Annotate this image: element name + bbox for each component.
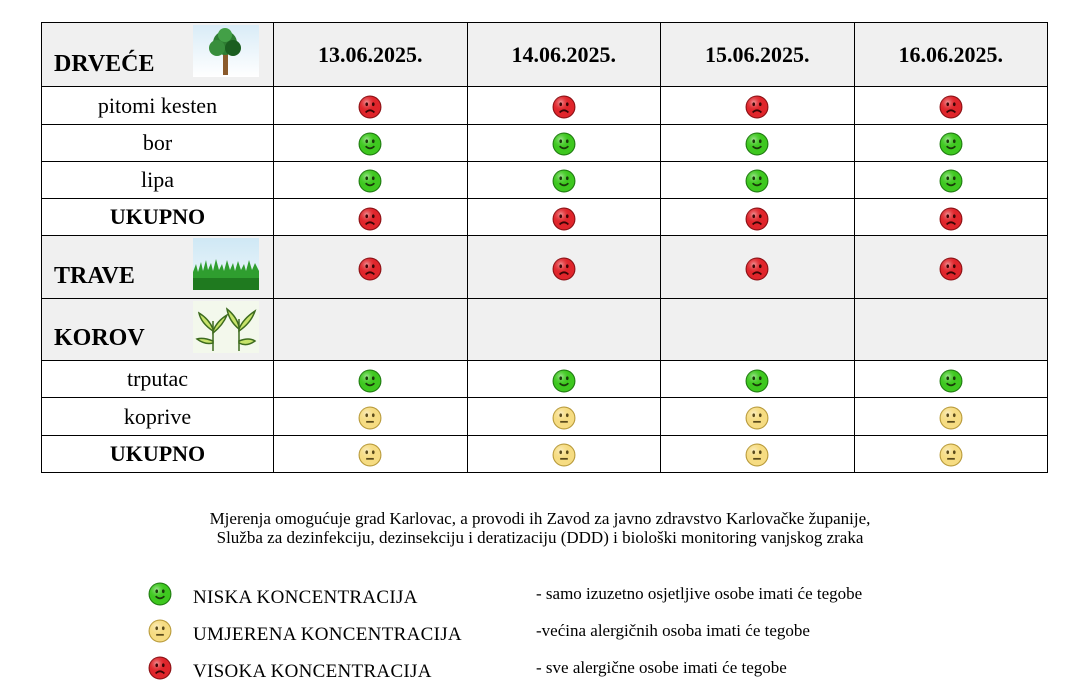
category-label-drvece: DRVEĆE [54, 51, 155, 78]
level-cell [274, 236, 468, 298]
medium-concentration-face-icon [939, 406, 963, 430]
level-cell [274, 398, 468, 435]
high-concentration-face-icon [148, 656, 172, 680]
high-concentration-face-icon [552, 257, 576, 281]
table-row [42, 199, 1048, 236]
low-concentration-face-icon [939, 169, 963, 193]
date-header: 16.06.2025. [854, 23, 1048, 87]
level-cell [661, 87, 855, 124]
level-cell [274, 161, 468, 198]
low-concentration-face-icon [358, 169, 382, 193]
row-label-koprive: koprive [42, 398, 274, 435]
medium-concentration-face-icon [745, 443, 769, 467]
level-cell [274, 87, 468, 124]
level-cell [467, 124, 661, 161]
category-label-trave: TRAVE [54, 262, 135, 289]
level-cell [467, 435, 661, 472]
empty-cell [661, 298, 855, 360]
row-label-pitomi-kesten: pitomi kesten [42, 87, 274, 124]
legend-name: UMJERENA KONCENTRACIJA [193, 624, 462, 645]
level-cell [467, 361, 661, 398]
high-concentration-face-icon [939, 257, 963, 281]
row-label-bor: bor [42, 124, 274, 161]
low-concentration-face-icon [745, 169, 769, 193]
row-label-trputac: trputac [42, 361, 274, 398]
level-cell [467, 87, 661, 124]
medium-concentration-face-icon [552, 443, 576, 467]
high-concentration-face-icon [552, 207, 576, 231]
level-cell [661, 199, 855, 236]
legend-desc: - samo izuzetno osjetljive osobe imati će tegobe [536, 584, 863, 603]
high-concentration-face-icon [939, 207, 963, 231]
legend-name: NISKA KONCENTRACIJA [193, 587, 418, 608]
row-label-lipa: lipa [42, 161, 274, 198]
medium-concentration-face-icon [358, 406, 382, 430]
high-concentration-face-icon [358, 95, 382, 119]
medium-concentration-face-icon [552, 406, 576, 430]
date-header: 14.06.2025. [467, 23, 661, 87]
high-concentration-face-icon [745, 257, 769, 281]
level-cell [274, 361, 468, 398]
medium-concentration-face-icon [358, 443, 382, 467]
level-cell [661, 361, 855, 398]
high-concentration-face-icon [745, 207, 769, 231]
table-row [42, 298, 1048, 360]
date-header: 13.06.2025. [274, 23, 468, 87]
low-concentration-face-icon [358, 132, 382, 156]
category-drvece-cell [42, 23, 274, 87]
table-row [42, 236, 1048, 298]
medium-concentration-face-icon [148, 619, 172, 643]
row-label-ukupno-drvece: UKUPNO [42, 199, 274, 236]
table-row [42, 398, 1048, 435]
level-cell [467, 398, 661, 435]
weed-icon [193, 301, 259, 359]
category-trave-cell [42, 236, 274, 298]
legend-name: VISOKA KONCENTRACIJA [193, 661, 432, 682]
low-concentration-face-icon [552, 369, 576, 393]
level-cell [274, 124, 468, 161]
level-cell [854, 161, 1048, 198]
low-concentration-face-icon [939, 132, 963, 156]
medium-concentration-face-icon [939, 443, 963, 467]
table-row [42, 161, 1048, 198]
level-cell [854, 435, 1048, 472]
category-label-korov: KOROV [54, 325, 145, 352]
level-cell [854, 236, 1048, 298]
high-concentration-face-icon [745, 95, 769, 119]
tree-icon [193, 25, 259, 83]
table-row [42, 435, 1048, 472]
level-cell [854, 87, 1048, 124]
high-concentration-face-icon [358, 207, 382, 231]
level-cell [661, 435, 855, 472]
table-row [42, 87, 1048, 124]
high-concentration-face-icon [358, 257, 382, 281]
empty-cell [854, 298, 1048, 360]
table-row [42, 361, 1048, 398]
note-line: Mjerenja omogućuje grad Karlovac, a provodi ih Zavod za javno zdravstvo Karlovačke županije, [209, 509, 871, 528]
level-cell [854, 398, 1048, 435]
empty-cell [274, 298, 468, 360]
measurement-note [0, 509, 1080, 547]
date-header: 15.06.2025. [661, 23, 855, 87]
level-cell [274, 199, 468, 236]
row-label-ukupno-korov: UKUPNO [42, 435, 274, 472]
empty-cell [467, 298, 661, 360]
pollen-table [41, 22, 1048, 473]
low-concentration-face-icon [552, 132, 576, 156]
level-cell [661, 236, 855, 298]
legend-desc: - sve alergične osobe imati će tegobe [536, 658, 787, 677]
level-cell [661, 161, 855, 198]
grass-icon [193, 238, 259, 296]
level-cell [854, 199, 1048, 236]
low-concentration-face-icon [745, 369, 769, 393]
low-concentration-face-icon [745, 132, 769, 156]
level-cell [467, 161, 661, 198]
low-concentration-face-icon [148, 582, 172, 606]
high-concentration-face-icon [939, 95, 963, 119]
level-cell [467, 199, 661, 236]
level-cell [661, 124, 855, 161]
category-korov-cell [42, 298, 274, 360]
high-concentration-face-icon [552, 95, 576, 119]
table-row [42, 124, 1048, 161]
note-line: Služba za dezinfekciju, dezinsekciju i deratizaciju (DDD) i biološki monitoring vanjskog zraka [216, 528, 864, 547]
level-cell [467, 236, 661, 298]
low-concentration-face-icon [552, 169, 576, 193]
legend-desc: -većina alergičnih osoba imati će tegobe [536, 621, 810, 640]
level-cell [854, 124, 1048, 161]
level-cell [274, 435, 468, 472]
low-concentration-face-icon [939, 369, 963, 393]
low-concentration-face-icon [358, 369, 382, 393]
level-cell [661, 398, 855, 435]
medium-concentration-face-icon [745, 406, 769, 430]
level-cell [854, 361, 1048, 398]
